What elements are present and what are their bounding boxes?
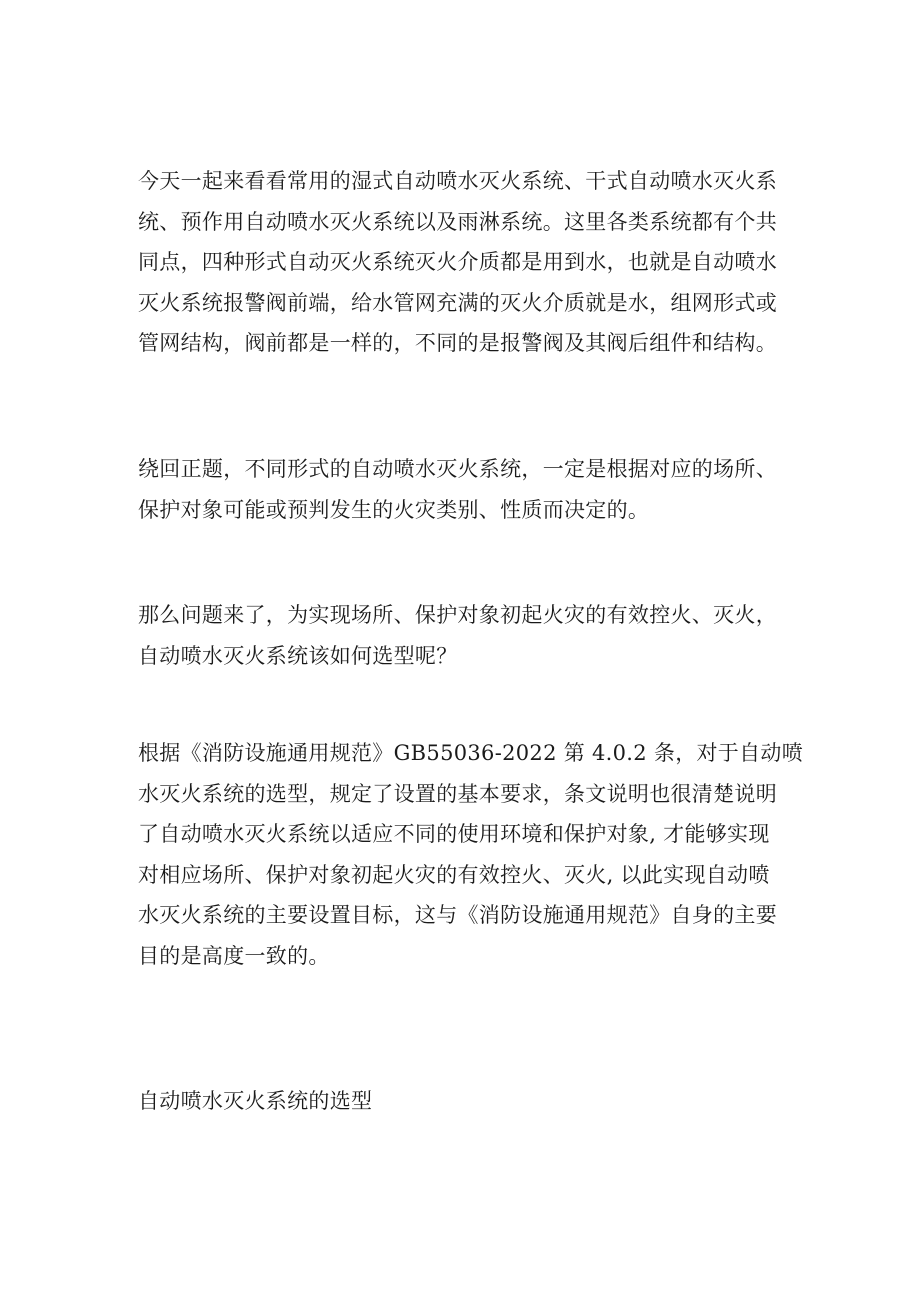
text-line: 了自动喷水灭火系统以适应不同的使用环境和保护对象, 才能够实现 <box>138 822 770 846</box>
text-line: 自动喷水灭火系统该如何选型呢？ <box>138 643 458 668</box>
text-line: 灭火系统报警阀前端，给水管网充满的灭火介质就是水，组网形式或 <box>138 290 777 315</box>
text-line: 水灭火系统的选型，规定了设置的基本要求，条文说明也很清楚说明 <box>138 781 777 806</box>
text-line: 那么问题来了，为实现场所、保护对象初起火灾的有效控火、灭火， <box>138 603 777 627</box>
text-line: 对相应场所、保护对象初起火灾的有效控火、灭火, 以此实现自动喷 <box>138 862 770 887</box>
text-line: 保护对象可能或预判发生的火灾类别、性质而决定的。 <box>138 497 650 522</box>
text-line: 管网结构，阀前都是一样的，不同的是报警阀及其阀后组件和结构。 <box>138 331 777 355</box>
text-line: 自动喷水灭火系统的选型 <box>138 1089 373 1113</box>
text-line: 绕回正题，不同形式的自动喷水灭火系统，一定是根据对应的场所、 <box>138 457 777 481</box>
text-line: 同点，四种形式自动灭火系统灭火介质都是用到水，也就是自动喷水 <box>138 250 777 274</box>
question-paragraph <box>138 595 798 676</box>
standard-paragraph <box>138 733 804 976</box>
text-line: 目的是高度一致的。 <box>138 943 330 968</box>
text-line: 今天一起来看看常用的湿式自动喷水灭火系统、干式自动喷水灭火系 <box>138 169 777 193</box>
text-line: 统、预作用自动喷水灭火系统以及雨淋系统。这里各类系统都有个共 <box>138 209 777 234</box>
section-heading <box>138 1081 798 1122</box>
text-line: 水灭火系统的主要设置目标，这与《消防设施通用规范》自身的主要 <box>138 903 777 927</box>
intro-paragraph <box>138 161 798 364</box>
text-line: 根据《消防设施通用规范》GB55036-2022 第 4.0.2 条，对于自动喷 <box>138 741 804 765</box>
topic-paragraph <box>138 449 798 530</box>
